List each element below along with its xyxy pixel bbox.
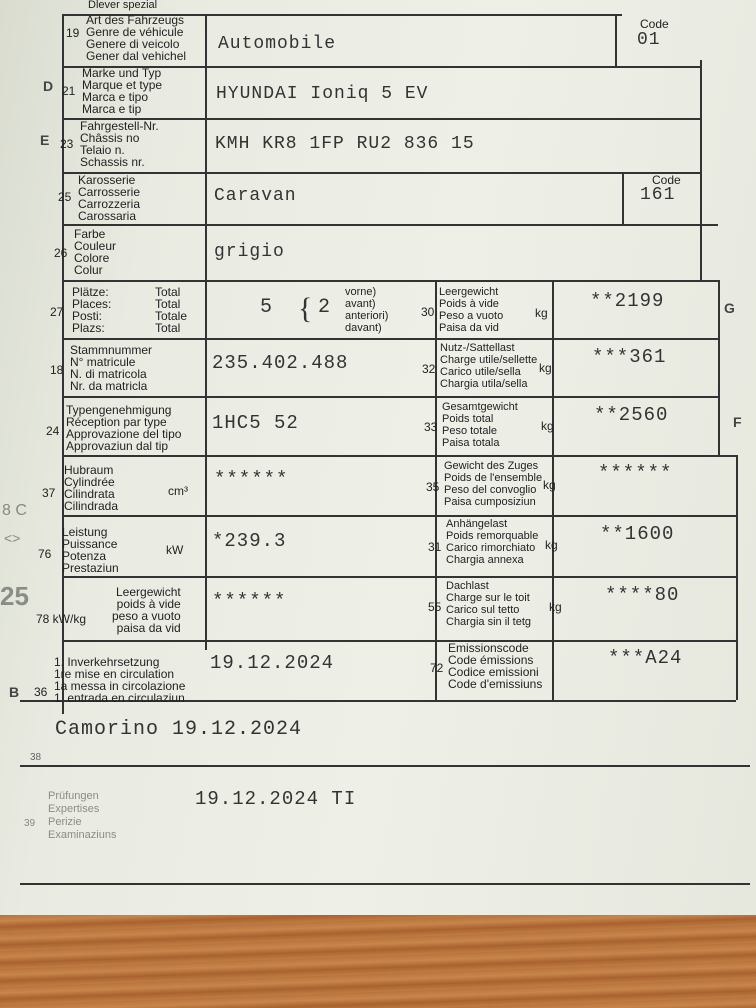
first-registration-value: 19.12.2024 xyxy=(210,652,335,674)
label-fr: poids à vide xyxy=(116,597,181,611)
code-19-value: 01 xyxy=(637,30,661,50)
field-21-label xyxy=(82,67,162,115)
label-fr: Poids remorquable xyxy=(446,530,539,542)
label-de: Nutz-/Sattellast xyxy=(440,342,515,354)
label-it: Posti: xyxy=(72,309,103,323)
label-rm: Code d'emissiuns xyxy=(448,677,543,691)
code-25-label: Code xyxy=(652,173,681,187)
label-fr: N° matricule xyxy=(70,355,136,369)
place-date-value: Camorino 19.12.2024 xyxy=(55,718,303,741)
field-30-label xyxy=(439,286,503,334)
field-18-label xyxy=(70,344,152,392)
code-25-value: 161 xyxy=(640,185,676,205)
side-letter-e: E xyxy=(40,132,50,148)
label-it: Perizie xyxy=(48,816,82,828)
label-de: Leistung xyxy=(62,525,108,539)
total-rm: Total xyxy=(155,321,181,335)
field-24-number: 24 xyxy=(46,424,60,438)
label-rm: Approvaziun dal tip xyxy=(66,439,169,453)
label-de: Anhängelast xyxy=(446,518,508,530)
field-30-unit: kg xyxy=(535,306,548,320)
make-model-value: HYUNDAI Ioniq 5 EV xyxy=(216,84,429,104)
header-cut-text: Dlever spezial xyxy=(88,0,158,11)
label-fr: Poids à vide xyxy=(439,298,499,310)
label-de: Gesamtgewicht xyxy=(442,401,518,413)
grid-line-midright xyxy=(552,282,554,702)
grid-line-label xyxy=(205,14,207,650)
label-it: Potenza xyxy=(62,549,107,563)
field-19-label xyxy=(86,14,186,62)
field-32-unit: kg xyxy=(539,361,552,375)
field-33-number: 33 xyxy=(424,420,438,434)
matriculation-number-value: 235.402.488 xyxy=(212,352,349,374)
empty-weight-value: **2199 xyxy=(590,290,665,312)
hline-10 xyxy=(62,576,736,578)
hline-5 xyxy=(62,280,718,282)
margin-mark-a: 8 C xyxy=(2,502,27,519)
hline-7 xyxy=(62,396,718,398)
field-19-number: 19 xyxy=(66,26,80,40)
front-de: vorne) xyxy=(345,286,377,298)
field-26-number: 26 xyxy=(54,246,68,260)
label-fr: Expertises xyxy=(48,803,100,815)
emission-code-value: ***A24 xyxy=(608,647,683,669)
field-39-label xyxy=(48,790,116,842)
field-27-label xyxy=(72,286,111,334)
displacement-value: ****** xyxy=(214,468,289,490)
label-rm: Prestaziun xyxy=(62,561,119,575)
label-de: Prüfungen xyxy=(48,790,99,802)
margin-mark-c: 25 xyxy=(0,581,29,611)
label-it: Colore xyxy=(74,251,110,265)
label-de: 1. Inverkehrsetzung xyxy=(54,655,160,669)
label-fr: Châssis no xyxy=(80,131,140,145)
label-rm: 1. entrada en circulaziun xyxy=(54,691,185,705)
label-rm: Chargia sin il tetg xyxy=(446,616,531,628)
label-de: Dachlast xyxy=(446,580,489,592)
label-it: Carico rimorchiato xyxy=(446,542,536,554)
total-de: Total xyxy=(155,285,181,299)
label-de: Stammnummer xyxy=(70,343,153,357)
label-rm: Chargia utila/sella xyxy=(440,378,528,390)
hline-9 xyxy=(62,515,736,517)
field-38-number: 38 xyxy=(30,752,42,763)
label-rm: Paisa da vid xyxy=(439,322,499,334)
field-55-unit: kg xyxy=(549,600,562,614)
code-19-label: Code xyxy=(640,17,669,31)
total-fr: Total xyxy=(155,297,181,311)
hline-3 xyxy=(62,172,702,174)
label-de: Leergewicht xyxy=(116,585,181,599)
grid-line-right-low xyxy=(736,455,738,700)
brace-glyph: { xyxy=(298,292,314,325)
side-letter-b: B xyxy=(9,684,20,700)
label-de: Karosserie xyxy=(78,173,136,187)
grid-line-right-top xyxy=(700,60,702,280)
front-rm: davant) xyxy=(345,322,382,334)
field-76-number: 76 xyxy=(38,547,52,561)
label-it: Peso del convoglio xyxy=(444,484,537,496)
seats-front-labels xyxy=(345,286,388,334)
label-fr: 1re mise en circulation xyxy=(54,667,175,681)
label-fr: Cylindrée xyxy=(64,475,115,489)
label-it: Approvazione del tipo xyxy=(66,427,182,441)
field-37-unit: cm³ xyxy=(168,484,188,498)
label-de: Plätze: xyxy=(72,285,109,299)
front-fr: avant) xyxy=(345,298,376,310)
label-it: Marca e tipo xyxy=(82,90,149,104)
label-it: Carrozzeria xyxy=(78,197,141,211)
field-36-label xyxy=(54,656,185,704)
hline-8 xyxy=(62,455,736,457)
label-de: Leergewicht xyxy=(439,286,499,298)
field-25-label xyxy=(78,174,140,222)
label-rm: Schassis nr. xyxy=(80,155,145,169)
side-letter-d: D xyxy=(43,78,54,94)
label-fr: Carrosserie xyxy=(78,185,141,199)
label-rm: Marca e tip xyxy=(82,102,142,116)
field-26-label xyxy=(74,228,116,276)
label-rm: Paisa cumposiziun xyxy=(444,496,536,508)
label-it: Carico sul tetto xyxy=(446,604,520,616)
label-fr: Charge utile/sellette xyxy=(440,354,538,366)
label-it: Genere di veicolo xyxy=(86,37,180,51)
hline-13 xyxy=(20,765,750,767)
hline-6 xyxy=(62,338,718,340)
field-55-label xyxy=(446,580,531,628)
label-it: Peso a vuoto xyxy=(439,310,504,322)
inspection-value: 19.12.2024 TI xyxy=(195,788,357,810)
label-it: 1a messa in circolazione xyxy=(54,679,186,693)
field-78-number: 78 kW/kg xyxy=(36,612,87,626)
label-rm: paisa da vid xyxy=(116,621,181,635)
label-it: Telaio n. xyxy=(80,143,125,157)
field-32-number: 32 xyxy=(422,362,436,376)
field-35-label xyxy=(444,460,542,508)
towing-weight-value: **1600 xyxy=(600,523,675,545)
hline-14 xyxy=(20,883,750,885)
field-35-unit: kg xyxy=(543,478,556,492)
label-rm: Cilindrada xyxy=(64,499,119,513)
hline-11 xyxy=(62,640,736,642)
label-it: Carico utile/sella xyxy=(440,366,521,378)
grid-line-code25 xyxy=(622,172,624,224)
total-it: Totale xyxy=(155,309,188,323)
label-rm: Examinaziuns xyxy=(48,829,117,841)
label-fr: Places: xyxy=(72,297,112,311)
label-fr: Genre de véhicule xyxy=(86,25,184,39)
label-fr: Poids de l'ensemble xyxy=(444,472,543,484)
chassis-number-value: KMH KR8 1FP RU2 836 15 xyxy=(215,134,475,154)
field-24-label xyxy=(66,404,181,452)
field-33-unit: kg xyxy=(541,419,554,433)
seats-front-value: 2 xyxy=(318,296,332,319)
field-21-number: 21 xyxy=(62,84,76,98)
field-72-number: 72 xyxy=(430,661,444,675)
power-weight-value: ****** xyxy=(212,590,287,612)
label-fr: Marque et type xyxy=(82,78,163,92)
field-18-number: 18 xyxy=(50,363,64,377)
field-27-number: 27 xyxy=(50,305,64,319)
body-type-value: Caravan xyxy=(214,186,297,206)
label-de: Emissionscode xyxy=(448,641,529,655)
front-it: anteriori) xyxy=(345,310,389,322)
label-rm: Chargia annexa xyxy=(446,554,524,566)
field-32-label xyxy=(440,342,537,390)
side-letter-g: G xyxy=(724,300,735,316)
field-31-unit: kg xyxy=(545,538,558,552)
label-rm: Gener dal vehichel xyxy=(86,49,187,63)
label-fr: Puissance xyxy=(62,537,118,551)
field-23-label xyxy=(80,120,159,168)
field-37-label xyxy=(64,464,118,512)
label-it: peso a vuoto xyxy=(112,609,181,623)
hline-4 xyxy=(62,224,718,226)
label-de: Art des Fahrzeugs xyxy=(86,13,185,27)
field-36-number: 36 xyxy=(34,685,48,699)
field-55-number: 55 xyxy=(428,600,442,614)
label-rm: Colur xyxy=(74,263,103,277)
wooden-table xyxy=(0,915,756,1008)
grid-line-right-mid xyxy=(718,280,720,455)
label-de: Farbe xyxy=(74,227,106,241)
field-76-label xyxy=(62,526,119,574)
label-rm: Carossaria xyxy=(78,209,137,223)
label-fr: Charge sur le toit xyxy=(446,592,530,604)
total-weight-value: **2560 xyxy=(594,404,669,426)
roof-load-value: ****80 xyxy=(605,584,680,606)
margin-mark-b: <> xyxy=(4,530,21,546)
label-it: Peso totale xyxy=(442,425,498,437)
field-30-number: 30 xyxy=(421,305,435,319)
label-fr: Couleur xyxy=(74,239,117,253)
label-it: Codice emissioni xyxy=(448,665,539,679)
label-de: Hubraum xyxy=(64,463,114,477)
label-de: Typengenehmigung xyxy=(66,403,172,417)
field-76-unit: kW xyxy=(166,543,184,557)
type-approval-value: 1HC5 52 xyxy=(212,412,299,434)
train-weight-value: ****** xyxy=(598,462,673,484)
label-de: Gewicht des Zuges xyxy=(444,460,539,472)
power-value: *239.3 xyxy=(212,530,287,552)
label-it: Cilindrata xyxy=(64,487,115,501)
label-fr: Poids total xyxy=(442,413,494,425)
label-it: N. di matricola xyxy=(70,367,147,381)
grid-line-code19 xyxy=(615,14,617,66)
label-fr: Code émissions xyxy=(448,653,534,667)
field-39-number: 39 xyxy=(24,818,36,829)
label-rm: Nr. da matricla xyxy=(70,379,148,393)
field-31-label xyxy=(446,518,538,566)
label-fr: Réception par type xyxy=(66,415,167,429)
vehicle-genre-value: Automobile xyxy=(218,34,337,54)
label-de: Fahrgestell-Nr. xyxy=(80,119,159,133)
field-33-label xyxy=(442,401,518,449)
side-letter-f: F xyxy=(733,414,742,430)
field-37-number: 37 xyxy=(42,486,56,500)
field-72-label xyxy=(448,642,542,690)
field-25-number: 25 xyxy=(58,190,72,204)
payload-value: ***361 xyxy=(592,346,667,368)
label-rm: Paisa totala xyxy=(442,437,500,449)
field-35-number: 35 xyxy=(426,480,440,494)
field-23-number: 23 xyxy=(60,137,74,151)
field-78-label xyxy=(112,586,181,634)
field-31-number: 31 xyxy=(428,540,442,554)
field-27-totals xyxy=(155,286,187,334)
label-rm: Plazs: xyxy=(72,321,105,335)
label-de: Marke und Typ xyxy=(82,66,162,80)
seats-total-value: 5 xyxy=(260,296,274,319)
color-value: grigio xyxy=(214,242,285,262)
